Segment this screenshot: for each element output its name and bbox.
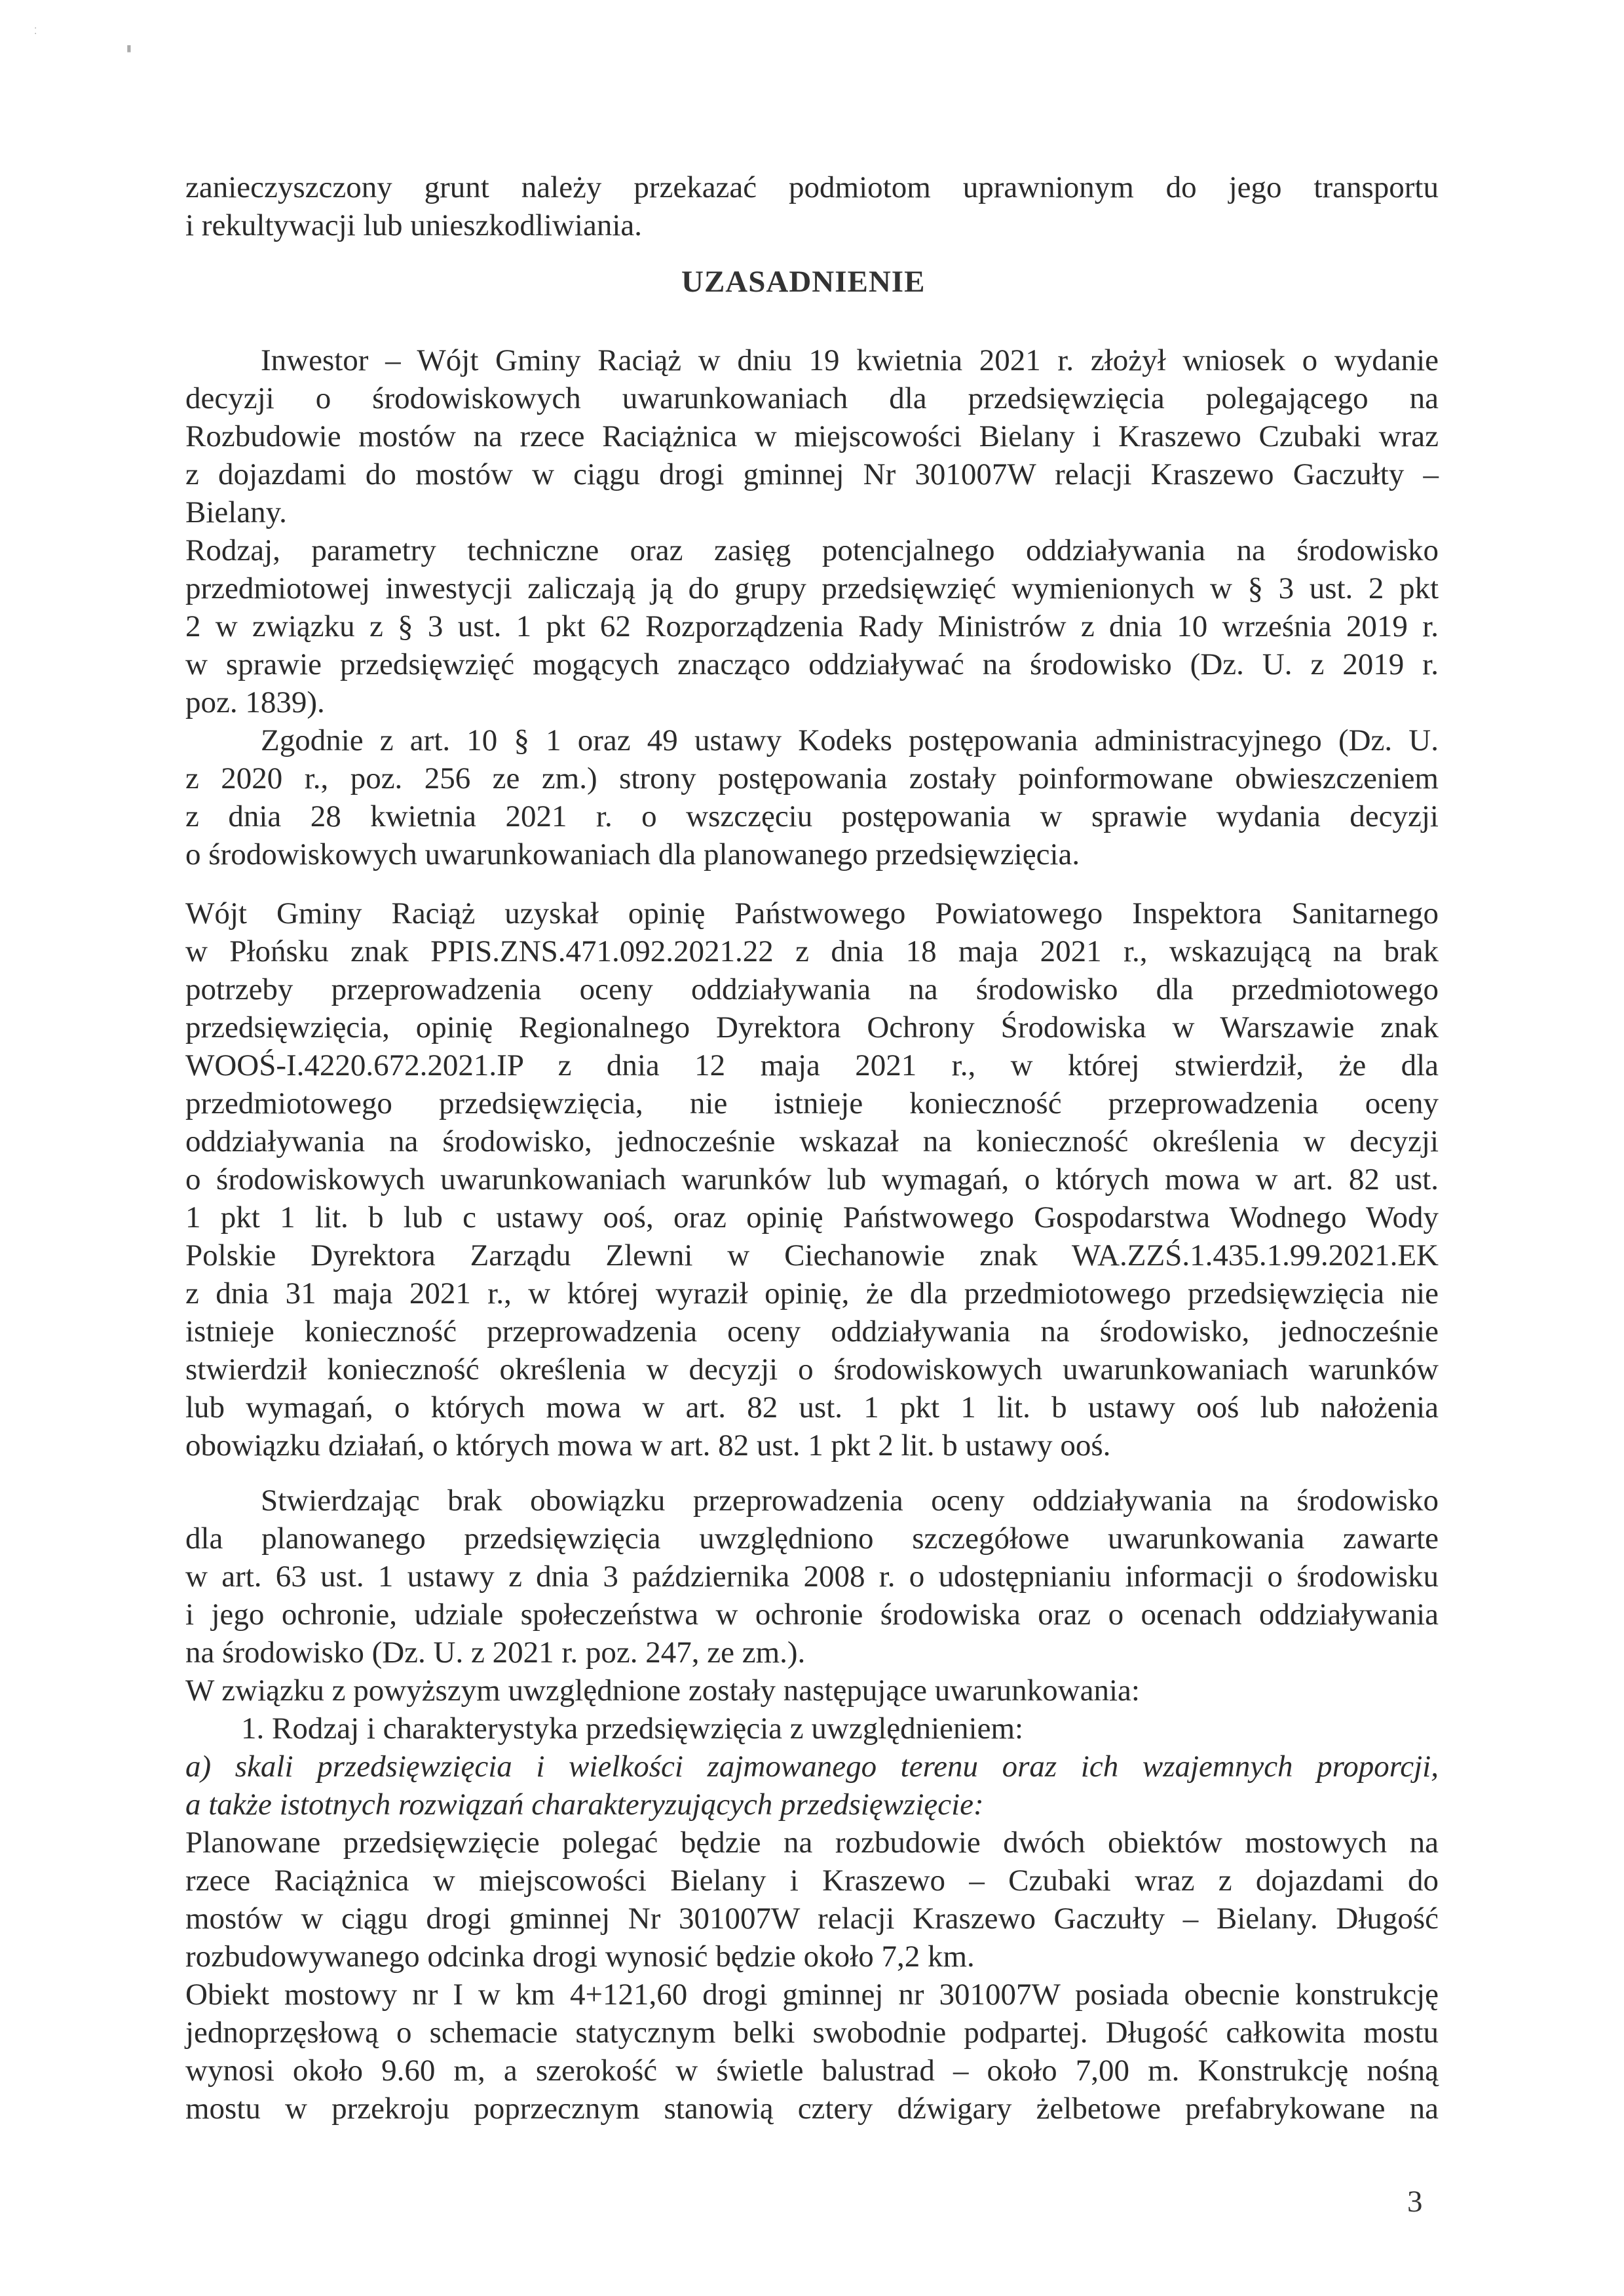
text-line: z 2020 r., poz. 256 ze zm.) strony postępowania zostały poinformowane obwieszczeniem — [185, 761, 1439, 795]
text-line: i jego ochronie, udziale społeczeństwa w ochronie środowiska oraz o ocenach oddziaływania — [185, 1598, 1439, 1632]
text-line: decyzji o środowiskowych uwarunkowaniach dla przedsięwzięcia polegającego na — [185, 381, 1439, 415]
text-line: Stwierdzając brak obowiązku przeprowadzenia oceny oddziaływania na środowisko — [261, 1483, 1439, 1518]
text-line: Wójt Gminy Raciąż uzyskał opinię Państwowego Powiatowego Inspektora Sanitarnego — [185, 896, 1439, 930]
text-line: na środowisko (Dz. U. z 2021 r. poz. 247, ze zm.). — [185, 1636, 806, 1670]
text-line: z dnia 28 kwietnia 2021 r. o wszczęciu postępowania w sprawie wydania decyzji — [185, 799, 1439, 833]
text-line: rzece Raciążnica w miejscowości Bielany i Kraszewo – Czubaki wraz z dojazdami do — [185, 1864, 1439, 1898]
text-line: W związku z powyższym uwzględnione zostały następujące uwarunkowania: — [185, 1674, 1140, 1708]
text-line: poz. 1839). — [185, 685, 325, 719]
text-line: a) skali przedsięwzięcia i wielkości zajmowanego terenu oraz ich wzajemnych proporcji, — [185, 1750, 1439, 1784]
text-line: przedsięwzięcia, opinię Regionalnego Dyrektora Ochrony Środowiska w Warszawie znak — [185, 1010, 1439, 1044]
text-line: istnieje konieczność przeprowadzenia oceny oddziaływania na środowisko, jednocześnie — [185, 1314, 1439, 1349]
text-line: Planowane przedsięwzięcie polegać będzie na rozbudowie dwóch obiektów mostowych na — [185, 1826, 1439, 1860]
text-line: Inwestor – Wójt Gminy Raciąż w dniu 19 kwietnia 2021 r. złożył wniosek o wydanie — [261, 343, 1439, 377]
text-line: obowiązku działań, o których mowa w art. 82 ust. 1 pkt 2 lit. b ustawy ooś. — [185, 1428, 1111, 1463]
text-line: oddziaływania na środowisko, jednocześnie wskazał na konieczność określenia w decyzji — [185, 1124, 1439, 1158]
text-line: zanieczyszczony grunt należy przekazać podmiotom uprawnionym do jego transportu — [185, 170, 1439, 204]
text-line: o środowiskowych uwarunkowaniach warunków lub wymagań, o których mowa w art. 82 ust. — [185, 1162, 1439, 1196]
text-line: Obiekt mostowy nr I w km 4+121,60 drogi gminnej nr 301007W posiada obecnie konstrukcję — [185, 1978, 1439, 2012]
text-line: Rodzaj, parametry techniczne oraz zasięg potencjalnego oddziaływania na środowisko — [185, 533, 1439, 567]
text-line: stwierdził konieczność określenia w decyzji o środowiskowych uwarunkowaniach warunków — [185, 1352, 1439, 1387]
text-line: w Płońsku znak PPIS.ZNS.471.092.2021.22 z dnia 18 maja 2021 r., wskazującą na brak — [185, 934, 1439, 968]
text-line: mostów w ciągu drogi gminnej Nr 301007W relacji Kraszewo Gaczułty – Bielany. Długość — [185, 1902, 1439, 1936]
text-line: a także istotnych rozwiązań charakteryzujących przedsięwzięcie: — [185, 1788, 984, 1822]
text-line: WOOŚ-I.4220.672.2021.IP z dnia 12 maja 2021 r., w której stwierdził, że dla — [185, 1048, 1439, 1082]
text-line: przedmiotowej inwestycji zaliczają ją do grupy przedsięwzięć wymienionych w § 3 ust. 2 pkt — [185, 571, 1439, 605]
body-text — [185, 0, 1439, 2296]
text-line: wynosi około 9.60 m, a szerokość w świetle balustrad – około 7,00 m. Konstrukcję nośną — [185, 2054, 1439, 2088]
text-line: potrzeby przeprowadzenia oceny oddziaływania na środowisko dla przedmiotowego — [185, 972, 1439, 1006]
text-line: 1 pkt 1 lit. b lub c ustawy ooś, oraz opinię Państwowego Gospodarstwa Wodnego Wody — [185, 1200, 1439, 1234]
text-line: z dojazdami do mostów w ciągu drogi gminnej Nr 301007W relacji Kraszewo Gaczułty – — [185, 457, 1439, 491]
text-line: lub wymagań, o których mowa w art. 82 ust. 1 pkt 1 lit. b ustawy ooś lub nałożenia — [185, 1390, 1439, 1425]
text-line: jednoprzęsłową o schemacie statycznym belki swobodnie podpartej. Długość całkowita mostu — [185, 2016, 1439, 2050]
text-line: rozbudowywanego odcinka drogi wynosić będzie około 7,2 km. — [185, 1940, 975, 1974]
text-line: w sprawie przedsięwzięć mogących znacząco oddziaływać na środowisko (Dz. U. z 2019 r. — [185, 647, 1439, 681]
text-line: w art. 63 ust. 1 ustawy z dnia 3 października 2008 r. o udostępnianiu informacji o środowisku — [185, 1559, 1439, 1594]
text-line: Zgodnie z art. 10 § 1 oraz 49 ustawy Kodeks postępowania administracyjnego (Dz. U. — [261, 723, 1439, 757]
text-line: dla planowanego przedsięwzięcia uwzględniono szczegółowe uwarunkowania zawarte — [185, 1521, 1439, 1556]
scan-artifact: ▮ — [126, 44, 132, 54]
text-line: Bielany. — [185, 495, 287, 529]
scan-artifact: ⁚ — [34, 27, 37, 37]
text-line: Rozbudowie mostów na rzece Raciążnica w miejscowości Bielany i Kraszewo Czubaki wraz — [185, 419, 1439, 453]
text-line: o środowiskowych uwarunkowaniach dla planowanego przedsięwzięcia. — [185, 837, 1080, 871]
text-line: i rekultywacji lub unieszkodliwiania. — [185, 208, 642, 242]
text-line: z dnia 31 maja 2021 r., w której wyraził opinię, że dla przedmiotowego przedsięwzięcia nie — [185, 1276, 1439, 1311]
text-line: Polskie Dyrektora Zarządu Zlewni w Ciechanowie znak WA.ZZŚ.1.435.1.99.2021.EK — [185, 1238, 1439, 1272]
text-line: przedmiotowego przedsięwzięcia, nie istnieje konieczność przeprowadzenia oceny — [185, 1086, 1439, 1120]
text-line: 2 w związku z § 3 ust. 1 pkt 62 Rozporządzenia Rady Ministrów z dnia 10 września 2019 r. — [185, 609, 1439, 643]
page-number: 3 — [1407, 2185, 1423, 2219]
text-line: 1. Rodzaj i charakterystyka przedsięwzięcia z uwzględnieniem: — [241, 1712, 1024, 1746]
text-line: mostu w przekroju poprzecznym stanowią cztery dźwigary żelbetowe prefabrykowane na — [185, 2092, 1439, 2126]
section-heading: UZASADNIENIE — [681, 265, 926, 299]
